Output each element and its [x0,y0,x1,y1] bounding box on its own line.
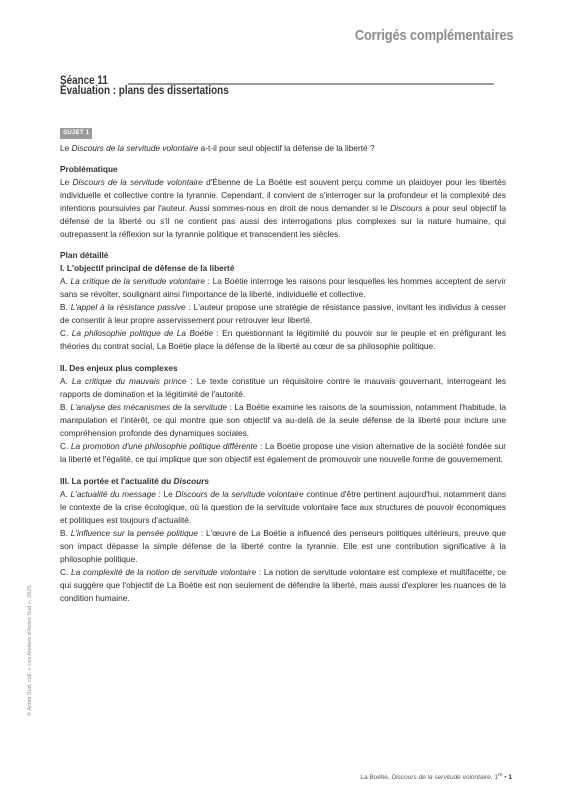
part2-title: II. Des enjeux plus complexes [60,363,178,373]
subject-badge: SUJET 1 [60,128,92,139]
plan-heading: Plan détaillé [60,250,109,260]
part3-title: III. La portée et l'actualité du Discours [60,476,210,486]
header-title: Corrigés complémentaires [354,27,513,44]
part3-b: B. L'influence sur la pensée politique : L'œuvre de La Boétie a influencé des penseurs politiques ultérieurs, preuve que son impact dépasse la simple défense de la liberté contre la tyrannie. Elle est une contribution significative à la philosophie politique. [60,528,506,564]
part2-a: A. La critique du mauvais prince : Le texte constitue un réquisitoire contre le mauvais gouvernant, interrogeant les rapports de domination et la légitimité de l'autorité. [60,376,506,399]
document-body [60,140,506,605]
seance-subtitle: Évaluation : plans des dissertations [60,85,229,97]
seance-title: Séance 11 [60,75,108,87]
part1-c: C. La philosophie politique de La Boétie : En questionnant la légitimité du pouvoir sur le peuple et en préfigurant les théories du contrat social, La Boétie place la défense de la liberté au cœur de sa philosophie politique. [60,328,506,351]
part3-a: A. L'actualité du message : Le Discours de la servitude volontaire continue d'être pertinent aujourd'hui, notamment dans le contexte de la crise écologique, où la question de la servitude volontaire face aux structures de pouvoir économiques et politiques est toujours d'actualité. [60,489,506,525]
part2-c: C. La promotion d'une philosophie politique différente : La Boétie propose une vision alternative de la société fondée sur la liberté et l'égalité, ce qui implique que son objectif est également de promouvoir une nouvelle forme de gouvernement. [60,441,506,464]
part1-title: I. L'objectif principal de défense de la liberté [60,263,235,273]
seance-heading [60,75,494,98]
problematique-heading: Problématique [60,164,118,174]
part1-a: A. La critique de la servitude volontaire : La Boétie interroge les raisons pour lesquelles les hommes acceptent de servir sans se révolter, soulignant ainsi l'importance de la liberté, individuelle et collective. [60,276,506,299]
part1-b: B. L'appel à la résistance passive : L'auteur propose une stratégie de résistance passive, invitant les individus à cesser de consentir à leur propre asservissement pour retrouver leur liberté. [60,302,506,325]
subject-question: Le Discours de la servitude volontaire a-t-il pour seul objectif la défense de la liberté ? [60,143,375,153]
problematique-text: Le Discours de la servitude volontaire d'Étienne de La Boétie est souvent perçu comme un plaidoyer pour les libertés individuelle et collective contre la tyrannie. Cependant, il convient de s'interroger sur la profondeur et la complexité des intentions poursuivies par l'auteur. Aussi sommes-nous en droit de nous demander si le Discours a pour seul objectif la défense de la liberté ou s'il ne contient pas aussi des interrogations plus complexes sur la nature humaine, qui outrepassent la réflexion sur la tyrannie politique et transcendent les siècles. [60,177,506,239]
part2-b: B. L'analyse des mécanismes de la servitude : La Boétie examine les raisons de la soumission, notamment l'habitude, la manipulation et l'intérêt, ce qui montre que son objectif va au-delà de la seule défense de la liberté pour inclure une compréhension profonde des dynamiques sociales. [60,402,506,438]
page-footer: La Boétie, Discours de la servitude volontaire, 1re • 1 [360,772,512,782]
copyright-credit: © Actes Sud, coll. « Les Ateliers d'Actes Sud », 2025 [27,585,33,716]
page-number: 1 [508,774,512,782]
part3-c: C. La complexité de la notion de servitude volontaire : La notion de servitude volontaire est complexe et multifacette, ce qui suggère que l'objectif de La Boétie est non seulement de défendre la liberté, mais aussi d'explorer les nuances de la condition humaine. [60,567,506,603]
